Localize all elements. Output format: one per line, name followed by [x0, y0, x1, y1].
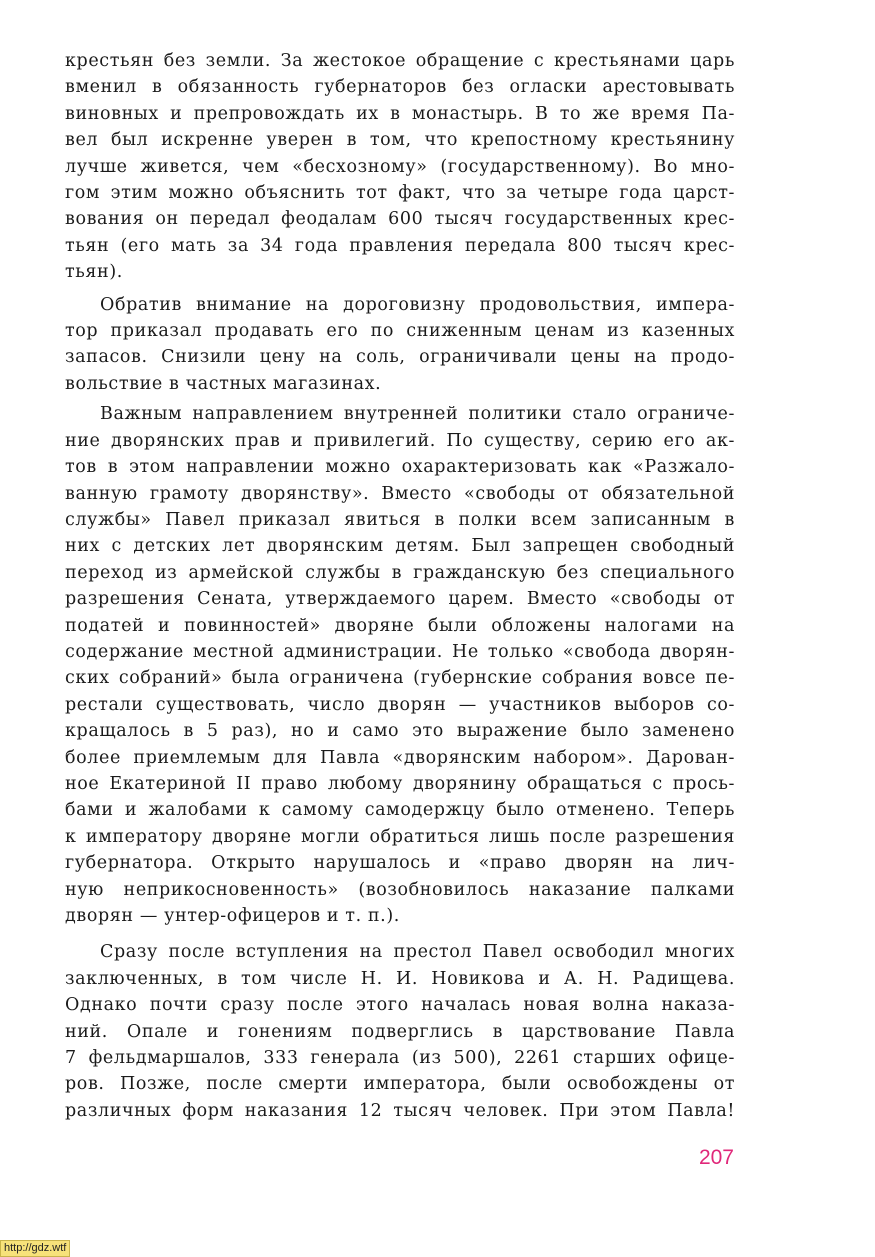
text-line: дворян — унтер-офицеров и т. п.). — [65, 906, 400, 926]
text-line: вования он передал феодалам 600 тысяч государственных крес- — [65, 209, 735, 230]
text-line: к императору дворяне могли обратиться лишь после разрешения — [65, 826, 735, 847]
text-line: вел был искренне уверен в том, что крепостному крестьянину — [65, 130, 735, 151]
text-line: крестьян без земли. За жестокое обращение с крестьянами царь — [65, 51, 735, 71]
text-line: податей и повинностей» дворяне были обложены налогами на — [65, 615, 735, 636]
text-line: ских собраний» была ограничена (губернские собрания вовсе пе- — [65, 668, 735, 689]
text-line: ров. Позже, после смерти императора, были освобождены от — [65, 1074, 735, 1095]
text-line: тьян). — [65, 262, 123, 283]
text-line: бами и жалобами к самому самодержцу было отменено. Теперь — [65, 800, 735, 821]
text-line: кращалось в 5 раз), но и само это выражение было заменено — [65, 721, 735, 742]
text-line: них с детских лет дворянским детям. Был запрещен свободный — [65, 536, 735, 557]
paragraph — [65, 292, 735, 398]
text-line: вольствие в частных магазинах. — [65, 373, 382, 394]
page-number: 207 — [698, 1146, 734, 1169]
text-line: переход из армейской службы в гражданскую без специального — [65, 562, 735, 583]
text-line: вменил в обязанность губернаторов без огласки арестовывать — [65, 77, 735, 98]
text-line: Обратив внимание на дороговизну продовольствия, импера- — [100, 294, 735, 315]
paragraph — [65, 939, 735, 1124]
page-body — [65, 48, 735, 1124]
text-line: тьян (его мать за 34 года правления передала 800 тысяч крес- — [65, 235, 735, 256]
text-line: Важным направлением внутренней политики стало ограниче- — [100, 404, 735, 425]
text-line: запасов. Снизили цену на соль, ограничивали цены на продо- — [65, 347, 735, 368]
text-line: губернатора. Открыто нарушалось и «право дворян на лич- — [65, 853, 735, 874]
text-line: ванную грамоту дворянству». Вместо «свободы от обязательной — [65, 483, 735, 504]
text-line: рестали существовать, число дворян — участников выборов со- — [65, 694, 735, 715]
text-line: ние дворянских прав и привилегий. По существу, серию его ак- — [65, 430, 735, 451]
text-line: Сразу после вступления на престол Павел освободил многих — [100, 942, 735, 963]
text-line: ную неприкосновенность» (возобновилось наказание палками — [65, 879, 735, 900]
watermark-link[interactable]: http://gdz.wtf — [0, 1240, 70, 1257]
text-line: содержание местной администрации. Не только «свобода дворян- — [65, 641, 735, 662]
text-line: виновных и препровождать их в монастырь. В то же время Па- — [65, 103, 735, 124]
text-line: службы» Павел приказал явиться в полки всем записанным в — [65, 509, 735, 530]
text-line: гом этим можно объяснить тот факт, что за четыре года царст- — [65, 183, 735, 204]
text-line: лучше живется, чем «бесхозному» (государственному). Во мно- — [65, 156, 735, 177]
text-line: разрешения Сената, утверждаемого царем. Вместо «свободы от — [65, 589, 735, 610]
text-line: различных форм наказания 12 тысяч человек. При этом Павла! — [65, 1100, 735, 1121]
text-line: ний. Опале и гонениям подверглись в царствование Павла — [65, 1021, 735, 1042]
text-line: ное Екатериной II право любому дворянину обращаться с прось- — [65, 773, 735, 794]
text-line: тов в этом направлении можно охарактеризовать как «Разжало- — [65, 457, 735, 478]
text-line: 7 фельдмаршалов, 333 генерала (из 500), 2261 старших офице- — [65, 1048, 735, 1069]
text-line: Однако почти сразу после этого началась новая волна наказа- — [65, 995, 735, 1016]
text-line: тор приказал продавать его по сниженным ценам из казенных — [65, 321, 735, 342]
text-line: более приемлемым для Павла «дворянским набором». Дарован- — [65, 747, 735, 768]
paragraph — [65, 401, 735, 929]
paragraph — [65, 48, 735, 286]
text-line: заключенных, в том числе Н. И. Новикова и А. Н. Радищева. — [65, 968, 735, 989]
